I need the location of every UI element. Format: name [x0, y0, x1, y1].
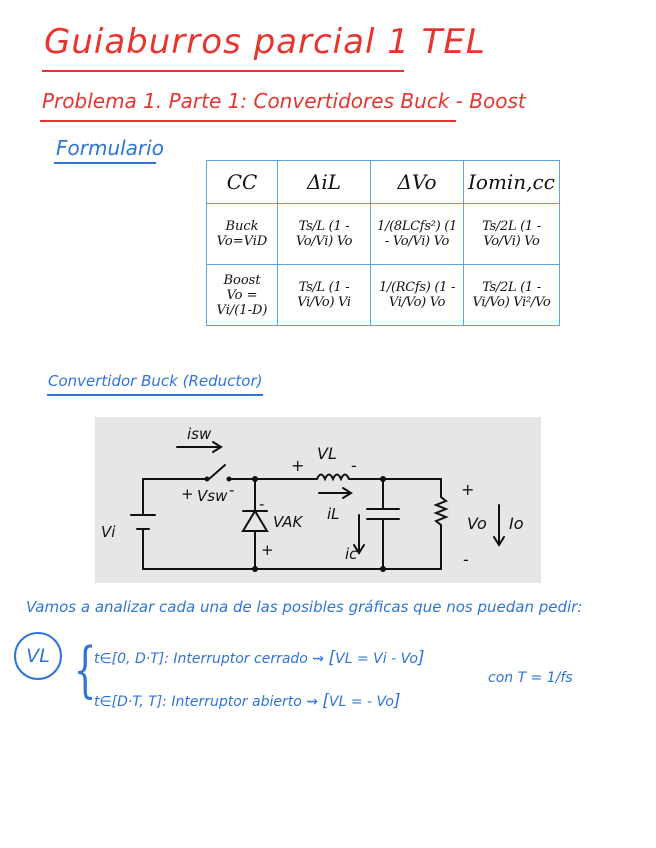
case-open-bracket-open: [ [322, 691, 330, 711]
label-vl: VL [317, 444, 337, 463]
buck-relation: Vo=ViD [216, 234, 268, 249]
case-closed [94, 648, 425, 668]
label-isw: isw [187, 425, 212, 443]
page-title: Guiaburros parcial 1 TEL [44, 22, 486, 62]
table-header-row [207, 161, 560, 204]
header-cc: CC [207, 161, 278, 204]
boost-relation: Vo = Vi/(1-D) [216, 287, 268, 318]
cell-boost-iomin: Ts/2L (1 - Vi/Vo) Vi²/Vo [464, 265, 560, 326]
label-vo-minus: - [463, 550, 469, 569]
label-vsw-minus: - [229, 481, 235, 499]
buck-circuit-diagram [95, 417, 541, 583]
cell-buck-dvo: 1/(8LCfs²) (1 - Vo/Vi) Vo [371, 204, 464, 265]
cell-buck-iomin: Ts/2L (1 - Vo/Vi) Vo [464, 204, 560, 265]
label-ic: ic [345, 545, 358, 563]
cell-boost-dvo: 1/(RCfs) (1 - Vi/Vo) Vo [371, 265, 464, 326]
buck-label: Buck [225, 219, 259, 234]
formulario-heading: Formulario [56, 136, 164, 160]
inductor-coil [317, 475, 349, 480]
label-vl-minus: - [351, 456, 357, 475]
node-switch [252, 476, 258, 482]
table-row-boost [207, 265, 560, 326]
boost-label: Boost [223, 272, 261, 288]
formula-table [206, 160, 560, 326]
case-open-result: VL = - Vo [329, 694, 394, 710]
label-vsw: Vsw [197, 487, 228, 505]
title-underline [42, 70, 404, 72]
switch-blade [209, 465, 225, 479]
vl-circled-label: VL [14, 632, 62, 680]
node-cap-top [380, 476, 386, 482]
label-io: Io [509, 514, 524, 533]
period-note: con T = 1/fs [488, 670, 573, 686]
label-vo: Vo [467, 514, 487, 533]
cell-buck-dil: Ts/L (1 - Vo/Vi) Vo [278, 204, 371, 265]
formulario-underline [54, 162, 156, 164]
label-vak-plus: + [261, 541, 274, 559]
case-open-bracket-close: ] [393, 691, 401, 711]
label-vi: Vi [101, 523, 116, 541]
cell-buck-label [207, 204, 278, 265]
buck-heading: Convertidor Buck (Reductor) [48, 372, 263, 390]
diode-triangle [243, 511, 267, 531]
arrow-io [494, 505, 504, 545]
header-dvo: ΔVo [371, 161, 464, 204]
section-underline [40, 120, 456, 122]
case-closed-interval: t∈[0, D·T]: Interruptor cerrado ⇝ [94, 651, 325, 667]
case-open [94, 691, 401, 711]
cell-boost-label [207, 265, 278, 326]
case-closed-result: VL = Vi - Vo [335, 651, 418, 667]
buck-underline [47, 394, 263, 396]
table-row-buck [207, 204, 560, 265]
label-vsw-plus: + [181, 485, 194, 503]
label-vo-plus: + [461, 480, 475, 499]
arrow-isw [177, 442, 221, 452]
label-il: iL [327, 505, 340, 523]
cell-boost-dil: Ts/L (1 - Vi/Vo) Vi [278, 265, 371, 326]
buck-circuit-photo [95, 417, 541, 583]
analysis-line: Vamos a analizar cada una de las posibles gráficas que nos puedan pedir: [26, 598, 583, 616]
header-iomin: Iomin,cc [464, 161, 560, 204]
arrow-il [319, 488, 351, 498]
resistor [436, 479, 446, 569]
header-dil: ΔiL [278, 161, 371, 204]
label-vl-plus: + [291, 456, 305, 475]
case-brace: { [73, 635, 97, 705]
case-open-interval: t∈[D·T, T]: Interruptor abierto ⇝ [94, 694, 318, 710]
case-closed-bracket-open: [ [328, 648, 336, 668]
node-diode-bottom [252, 566, 258, 572]
label-vak: VAK [273, 513, 303, 531]
case-closed-bracket-close: ] [417, 648, 425, 668]
section-title: Problema 1. Parte 1: Convertidores Buck - Boost [42, 89, 526, 113]
node-cap-bottom [380, 566, 386, 572]
switch-contact-left [205, 477, 210, 482]
label-vak-minus: - [259, 495, 265, 513]
